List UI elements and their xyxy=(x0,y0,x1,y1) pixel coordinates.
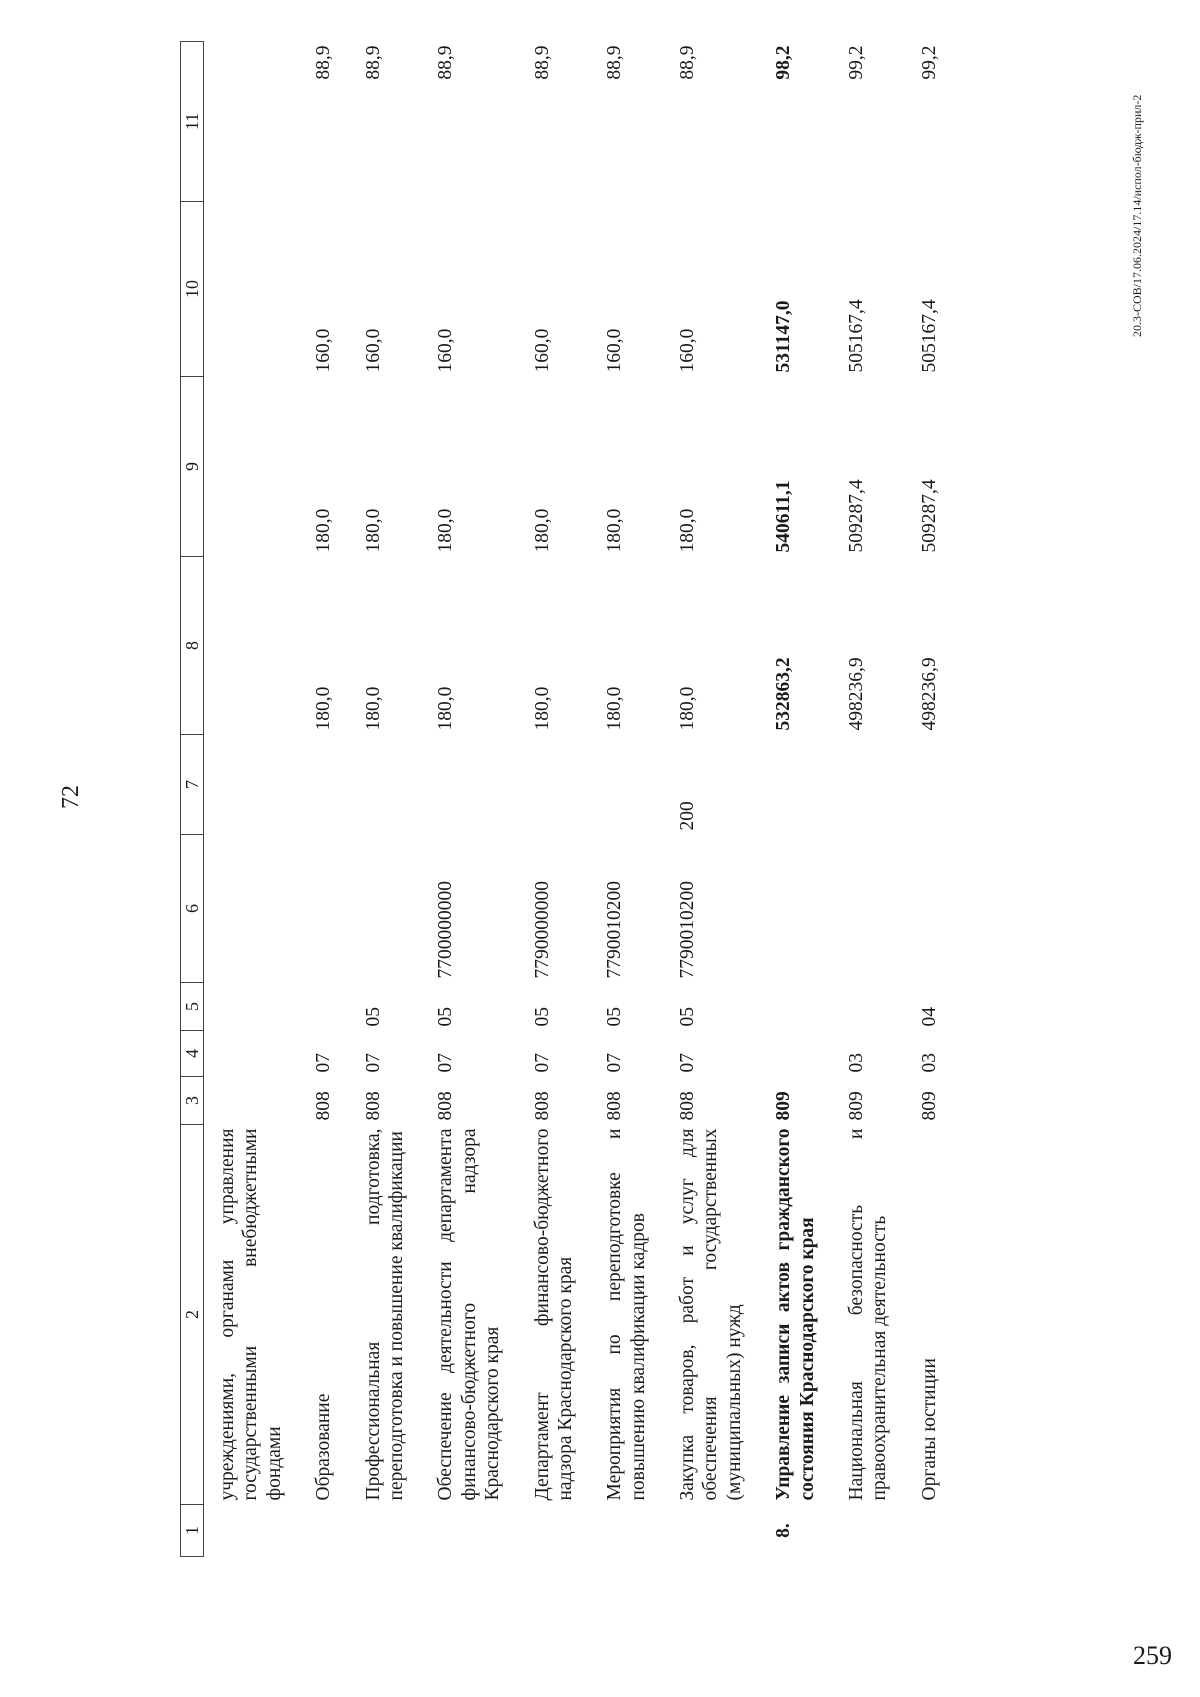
code-section: 07 xyxy=(531,1053,553,1073)
column-header: 10 xyxy=(181,202,204,377)
value-col-10: 160,0 xyxy=(531,328,553,373)
code-grbs: 809 xyxy=(773,1091,795,1121)
code-grbs: 808 xyxy=(435,1091,457,1121)
column-header: 2 xyxy=(181,1125,204,1505)
column-header: 3 xyxy=(181,1077,204,1125)
table-row xyxy=(519,42,592,1557)
code-grbs: 808 xyxy=(677,1091,699,1121)
value-col-9: 180,0 xyxy=(313,508,335,553)
column-header: 9 xyxy=(181,377,204,557)
code-target: 7700000000 xyxy=(435,881,457,979)
row-name: учреждениями, органами управления государственными внебюджетными фондами xyxy=(217,1128,285,1501)
value-col-8: 498236,9 xyxy=(846,657,868,731)
code-target: 7790010200 xyxy=(604,881,626,979)
percent-col-11: 88,9 xyxy=(313,45,335,80)
value-col-8: 532863,2 xyxy=(773,657,795,731)
table-row xyxy=(422,42,518,1557)
value-col-9: 180,0 xyxy=(435,508,457,553)
footer-code: 20.3-СОВ/17.06.2024/17.14/испол-бюдж-прил-2 xyxy=(1130,94,1144,337)
value-col-9: 509287,4 xyxy=(918,479,940,553)
code-target xyxy=(350,835,423,983)
table-row xyxy=(664,42,760,1557)
row-name: Органы юстиции xyxy=(918,1358,940,1501)
code-target xyxy=(204,835,301,983)
code-target xyxy=(906,835,955,983)
code-expense-type xyxy=(760,735,833,835)
table-body xyxy=(204,42,956,1557)
value-col-9 xyxy=(204,377,301,557)
code-section: 07 xyxy=(604,1053,626,1073)
code-expense-type xyxy=(300,735,349,835)
row-name: Профессиональная подготовка, переподготовка и повышение квалификации xyxy=(362,1128,407,1501)
column-header: 6 xyxy=(181,835,204,983)
row-number xyxy=(422,1505,518,1557)
code-subsection: 05 xyxy=(531,1007,553,1027)
code-grbs xyxy=(204,1077,301,1125)
code-section: 07 xyxy=(435,1053,457,1073)
code-target xyxy=(300,835,349,983)
column-header: 7 xyxy=(181,735,204,835)
code-section xyxy=(204,1031,301,1077)
code-target: 7790000000 xyxy=(531,881,553,979)
code-section: 03 xyxy=(846,1053,868,1073)
code-target: 7790010200 xyxy=(677,881,699,979)
code-expense-type xyxy=(906,735,955,835)
value-col-9: 509287,4 xyxy=(846,479,868,553)
row-number xyxy=(300,1505,349,1557)
row-name: Мероприятия по переподготовке и повышению квалификации кадров xyxy=(604,1128,649,1501)
page-number: 72 xyxy=(58,785,84,809)
code-subsection xyxy=(204,983,301,1031)
code-expense-type xyxy=(519,735,592,835)
table-row xyxy=(350,42,423,1557)
sheet-number: 259 xyxy=(1133,1641,1172,1670)
code-subsection: 05 xyxy=(435,1007,457,1027)
value-col-10: 160,0 xyxy=(677,328,699,373)
row-number xyxy=(833,1505,906,1557)
value-col-10: 160,0 xyxy=(604,328,626,373)
row-number xyxy=(664,1505,760,1557)
percent-col-11: 99,2 xyxy=(846,45,868,80)
percent-col-11: 98,2 xyxy=(773,45,795,80)
value-col-8 xyxy=(204,557,301,735)
row-number xyxy=(519,1505,592,1557)
code-subsection xyxy=(833,983,906,1031)
percent-col-11: 88,9 xyxy=(362,45,384,80)
row-number xyxy=(906,1505,955,1557)
value-col-8: 180,0 xyxy=(313,686,335,731)
value-col-9: 180,0 xyxy=(531,508,553,553)
table-row xyxy=(204,42,301,1557)
row-name: Управление записи актов гражданского состояния Краснодарского края xyxy=(773,1128,818,1501)
code-section xyxy=(760,1031,833,1077)
row-name: Закупка товаров, работ и услуг для обеспечения государственных (муниципальных) нужд xyxy=(677,1128,745,1501)
code-expense-type xyxy=(422,735,518,835)
value-col-8: 180,0 xyxy=(435,686,457,731)
column-header: 1 xyxy=(181,1505,204,1557)
code-expense-type xyxy=(204,735,301,835)
row-name: Обеспечение деятельности департамента финансово-бюджетного надзора Краснодарского края xyxy=(435,1128,504,1501)
code-grbs: 808 xyxy=(531,1091,553,1121)
value-col-10: 160,0 xyxy=(362,328,384,373)
row-number: 8. xyxy=(773,1523,795,1538)
row-name: Департамент финансово-бюджетного надзора Краснодарского края xyxy=(531,1128,576,1501)
row-name: Образование xyxy=(313,1393,335,1501)
table-row xyxy=(906,42,955,1557)
code-section: 07 xyxy=(362,1053,384,1073)
code-subsection: 05 xyxy=(677,1007,699,1027)
value-col-8: 498236,9 xyxy=(918,657,940,731)
code-expense-type: 200 xyxy=(677,801,699,831)
value-col-8: 180,0 xyxy=(362,686,384,731)
percent-col-11: 88,9 xyxy=(435,45,457,80)
code-target xyxy=(833,835,906,983)
percent-col-11: 99,2 xyxy=(918,45,940,80)
code-grbs: 808 xyxy=(362,1091,384,1121)
value-col-9: 540611,1 xyxy=(773,480,795,553)
percent-col-11 xyxy=(204,42,301,202)
value-col-9: 180,0 xyxy=(362,508,384,553)
row-number xyxy=(204,1505,301,1557)
code-grbs: 809 xyxy=(918,1091,940,1121)
column-header: 11 xyxy=(181,42,204,202)
code-section: 03 xyxy=(918,1053,940,1073)
percent-col-11: 88,9 xyxy=(604,45,626,80)
code-subsection: 04 xyxy=(918,1007,940,1027)
table-row xyxy=(833,42,906,1557)
row-name: Национальная безопасность и правоохранительная деятельность xyxy=(846,1128,891,1501)
value-col-10: 531147,0 xyxy=(773,300,795,373)
row-number xyxy=(591,1505,664,1557)
value-col-8: 180,0 xyxy=(531,686,553,731)
code-expense-type xyxy=(833,735,906,835)
code-subsection: 05 xyxy=(604,1007,626,1027)
code-grbs: 808 xyxy=(313,1091,335,1121)
value-col-10: 505167,4 xyxy=(846,299,868,373)
code-target xyxy=(760,835,833,983)
value-col-10: 505167,4 xyxy=(918,299,940,373)
value-col-9: 180,0 xyxy=(677,508,699,553)
value-col-10: 160,0 xyxy=(435,328,457,373)
code-section: 07 xyxy=(677,1053,699,1073)
code-subsection xyxy=(760,983,833,1031)
code-expense-type xyxy=(591,735,664,835)
budget-table xyxy=(180,41,955,1557)
code-subsection xyxy=(300,983,349,1031)
value-col-8: 180,0 xyxy=(604,686,626,731)
value-col-9: 180,0 xyxy=(604,508,626,553)
code-section: 07 xyxy=(313,1053,335,1073)
code-grbs: 808 xyxy=(604,1091,626,1121)
table-row xyxy=(760,42,833,1557)
row-number xyxy=(350,1505,423,1557)
value-col-10 xyxy=(204,202,301,377)
table-row xyxy=(591,42,664,1557)
column-header: 5 xyxy=(181,983,204,1031)
column-header: 4 xyxy=(181,1031,204,1077)
value-col-10: 160,0 xyxy=(313,328,335,373)
table-header-row xyxy=(181,42,204,1557)
code-expense-type xyxy=(350,735,423,835)
percent-col-11: 88,9 xyxy=(531,45,553,80)
column-header: 8 xyxy=(181,557,204,735)
percent-col-11: 88,9 xyxy=(677,45,699,80)
value-col-8: 180,0 xyxy=(677,686,699,731)
table-row xyxy=(300,42,349,1557)
code-subsection: 05 xyxy=(362,1007,384,1027)
code-grbs: 809 xyxy=(846,1091,868,1121)
